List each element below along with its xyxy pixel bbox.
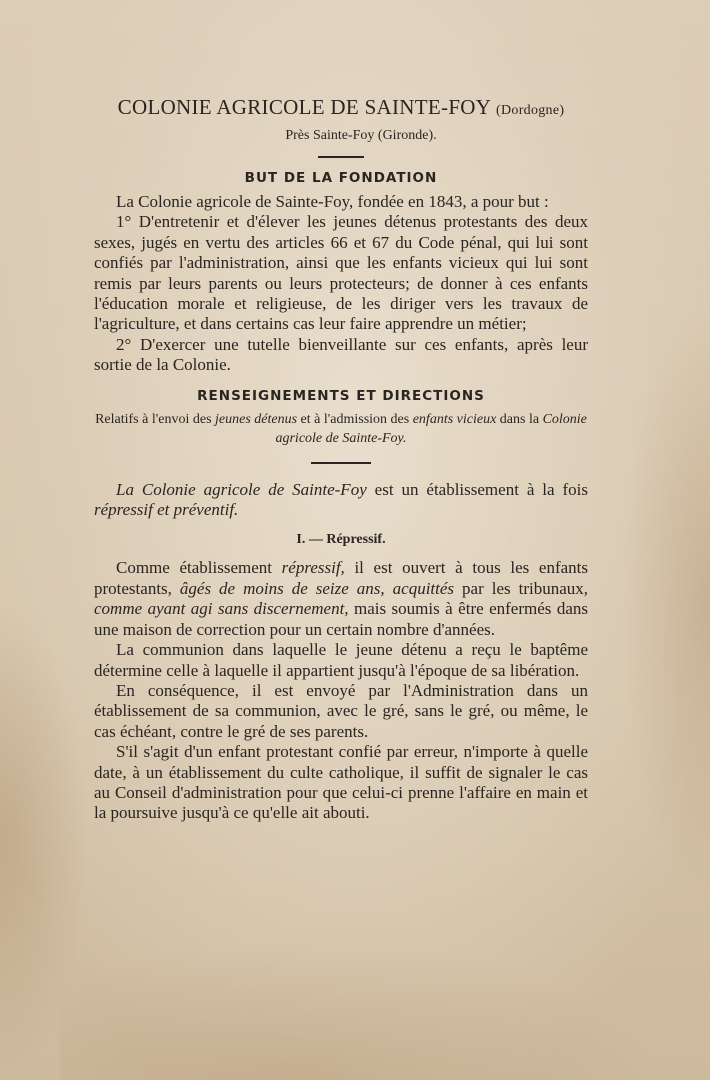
repressive-paragraph-1	[94, 558, 588, 640]
directions-caption	[94, 410, 588, 448]
foundation-point-1: 1° D'entretenir et d'élever les jeunes détenus protestants des deux sexes, jugés en vertu des articles 66 et 67 du Code pénal, qui lui sont confiés par l'administration, ainsi que les enfants vicieux qui lui sont remis par leurs parents ou leurs protecteurs; de donner à ces enfants l'éducation morale et religieuse, de les diriger vers les travaux de l'agriculture, et dans certains cas leur faire apprendre un métier;	[94, 212, 588, 334]
caption-text: dans la	[499, 411, 540, 427]
body-text: mais soumis à être enfermés dans une maison de correction pour un certain nombre d'années.	[94, 599, 588, 639]
foundation-point-2: 2° D'exercer une tutelle bienveillante sur ces enfants, après leur sortie de la Colonie.	[94, 334, 588, 375]
body-text: par les tribunaux,	[462, 578, 589, 598]
section-title-repressive: I. — Répressif.	[296, 532, 386, 548]
divider-rule	[318, 156, 364, 158]
section-heading-foundation: BUT DE LA FONDATION	[244, 170, 438, 186]
divider-rule	[311, 462, 371, 464]
emphasis-text: comme ayant agi sans discernement,	[94, 599, 349, 619]
body-text: est un établissement à la fois	[374, 479, 588, 499]
foundation-intro: La Colonie agricole de Sainte-Foy, fondée en 1843, a pour but :	[116, 192, 549, 211]
title-department: (Dordogne)	[496, 103, 565, 118]
repressive-paragraph-3: En conséquence, il est envoyé par l'Administration dans un établissement de sa communion, avec le gré, sans le gré, ou même, le cas échéant, contre le gré de ses parents.	[94, 680, 588, 741]
caption-emphasis: jeunes détenus	[215, 411, 298, 427]
repressive-paragraph-2: La communion dans laquelle le jeune détenu a reçu le baptême détermine celle à laquelle il appartient jusqu'à l'époque de sa libération.	[94, 640, 588, 680]
caption-emphasis: enfants vicieux	[412, 411, 497, 427]
document-title	[94, 92, 588, 126]
body-text: Comme établissement	[116, 558, 273, 578]
paper-stain-bottom	[60, 940, 660, 1080]
establishment-paragraph	[94, 480, 588, 521]
caption-emphasis: Colonie agricole de Sainte-Foy.	[275, 411, 587, 446]
emphasis-text: La Colonie agricole de Sainte-Foy	[116, 479, 367, 499]
paper-stain-right	[620, 300, 710, 900]
repressive-paragraph-4: S'il s'agit d'un enfant protestant confié par erreur, n'importe à quelle date, à un établissement du culte catholique, il suffit de signaler le cas au Conseil d'administration pour que celui-ci prenne l'affaire en main et la poursuive jusqu'à ce qu'elle ait abouti.	[94, 742, 588, 823]
emphasis-text: répressif,	[281, 558, 345, 578]
caption-text: Relatifs à l'envoi des	[95, 411, 212, 427]
caption-text: et à l'admission des	[300, 411, 410, 427]
emphasis-text: répressif et préventif.	[94, 500, 239, 520]
document-body	[94, 92, 588, 824]
body-text: il est ouvert à tous les enfants protestants,	[94, 558, 588, 598]
document-subtitle: Près Sainte-Foy (Gironde).	[285, 128, 437, 143]
title-text: COLONIE AGRICOLE DE SAINTE-FOY	[117, 95, 491, 119]
section-heading-directions: RENSEIGNEMENTS ET DIRECTIONS	[197, 387, 485, 404]
emphasis-text: âgés de moins de seize ans, acquittés	[179, 578, 455, 598]
